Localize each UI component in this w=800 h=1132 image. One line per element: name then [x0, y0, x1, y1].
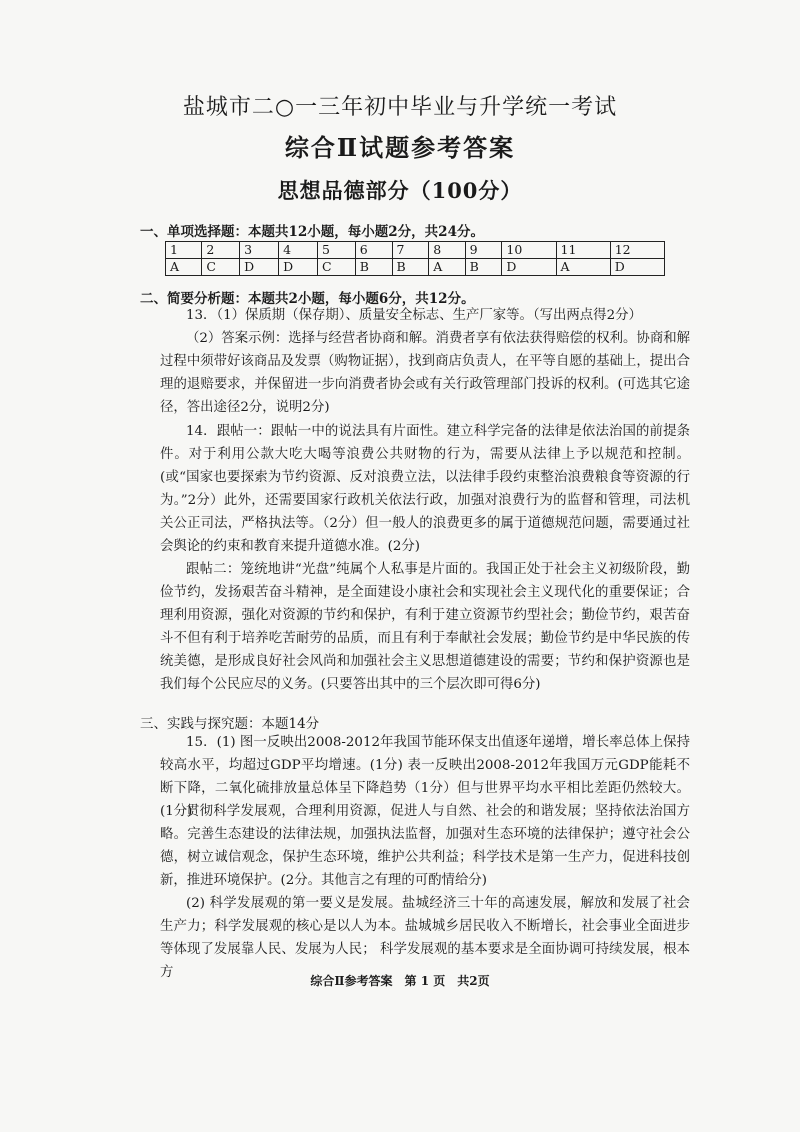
question-number-cell: 4: [279, 242, 318, 259]
section-heading-2: 二、简要分析题：本题共2小题，每小题6分，共12分。: [140, 291, 475, 307]
question-number-cell: 6: [355, 242, 392, 259]
answer-cell: B: [465, 259, 502, 276]
question-number-cell: 11: [556, 242, 610, 259]
question-number-cell: 12: [610, 242, 664, 259]
answer-14-1: 14．跟帖一：跟帖一中的说法具有片面性。建立科学完备的法律是依法治国的前提条件。对于利用公款大吃大喝等浪费公共财物的行为，需要从法律上予以规范和控制。(或“国家也要探索为节约资源、反对浪费立法，以法律手段约束整治浪费粮食等资源的行为。”2分）此外，还需要国家行政机关依法行政，加强对浪费行为的监督和管理，司法机关公正司法，严格执法等。（2分）但一般人的浪费更多的属于道德规范问题，需要通过社会舆论的约束和教育来提升道德水准。(2分): [160, 424, 690, 554]
answer-cell: D: [240, 259, 279, 276]
question-number-cell: 1: [166, 242, 202, 259]
section-heading-1: 一、单项选择题：本题共12小题，每小题2分，共24分。: [140, 224, 484, 240]
answer-table: [165, 241, 665, 276]
question-number-cell: 7: [392, 242, 429, 259]
answer-cell: D: [279, 259, 318, 276]
answer-13-2: （2）答案示例：选择与经营者协商和解。消费者享有依法获得赔偿的权利。协商和解过程中须带好该商品及发票（购物证据），找到商店负责人，在平等自愿的基础上，提出合理的退赔要求，并保留进一步向消费者协会或有关行政管理部门投诉的权利。(可选其它途径，答出途径2分，说明2分): [160, 331, 690, 415]
question-number-cell: 2: [202, 242, 240, 259]
answer-cell: A: [166, 259, 202, 276]
question-number-cell: 5: [318, 242, 356, 259]
answer-cell: B: [392, 259, 429, 276]
answer-13-1: 13．（1）保质期（保存期）、质量安全标志、生产厂家等。（写出两点得2分）: [186, 308, 642, 323]
answer-15-2: (2) 科学发展观的第一要义是发展。盐城经济三十年的高速发展，解放和发展了社会生产力；科学发展观的核心是以人为本。盐城城乡居民收入不断增长，社会事业全面进步等体现了发展靠人民、发展为人民； 科学发展观的基本要求是全面协调可持续发展，根本方: [160, 896, 690, 980]
answer-cell: A: [556, 259, 610, 276]
answer-table-answer-row: [166, 259, 665, 276]
answer-cell: D: [502, 259, 556, 276]
document-subtitle: 综合Ⅱ试题参考答案: [284, 133, 516, 162]
answer-14-2: 跟帖二：笼统地讲“光盘”纯属个人私事是片面的。我国正处于社会主义初级阶段，勤俭节约，发扬艰苦奋斗精神，是全面建设小康社会和实现社会主义现代化的重要保证；合理利用资源，强化对资源的节约和保护，有利于建立资源节约型社会；勤俭节约，艰苦奋斗不但有利于培养吃苦耐劳的品质，而且有利于奉献社会发展；勤俭节约是中华民族的传统美德，是形成良好社会风尚和加强社会主义思想道德建设的需要；节约和保护资源也是我们每个公民应尽的义务。(只要答出其中的三个层次即可得6分): [160, 562, 690, 692]
part-title: 思想品德部分（100分）: [277, 178, 523, 203]
answer-15-1-measures: 贯彻科学发展观，合理利用资源，促进人与自然、社会的和谐发展；坚持依法治国方略。完善生态建设的法律法规，加强执法监督，加强对生态环境的法律保护；遵守社会公德，树立诚信观念，保护生态环境，维护公共利益；科学技术是第一生产力，促进科技创新，推进环境保护。(2分。其他言之有理的可酌情给分): [160, 804, 690, 888]
answer-table-number-row: [166, 242, 665, 259]
answer-cell: B: [355, 259, 392, 276]
document-title: 盐城市二○一三年初中毕业与升学统一考试: [182, 95, 618, 120]
question-number-cell: 10: [502, 242, 556, 259]
question-number-cell: 8: [429, 242, 465, 259]
answer-cell: A: [429, 259, 465, 276]
answer-cell: D: [610, 259, 664, 276]
answer-cell: C: [318, 259, 356, 276]
answer-15-1: 15．(1) 图一反映出2008-2012年我国节能环保支出值逐年递增，增长率总体上保持较高水平，均超过GDP平均增速。(1分) 表一反映出2008-2012年我国万元GDP能耗不断下降，二氧化硫排放量总体呈下降趋势（1分）但与世界平均水平相比差距仍然较大。(1分): [160, 735, 690, 819]
answer-cell: C: [202, 259, 240, 276]
page-footer: 综合Ⅱ参考答案 第 1 页 共2页: [310, 974, 490, 988]
question-number-cell: 3: [240, 242, 279, 259]
question-number-cell: 9: [465, 242, 502, 259]
section-heading-3: 三、实践与探究题：本题14分: [140, 716, 320, 732]
